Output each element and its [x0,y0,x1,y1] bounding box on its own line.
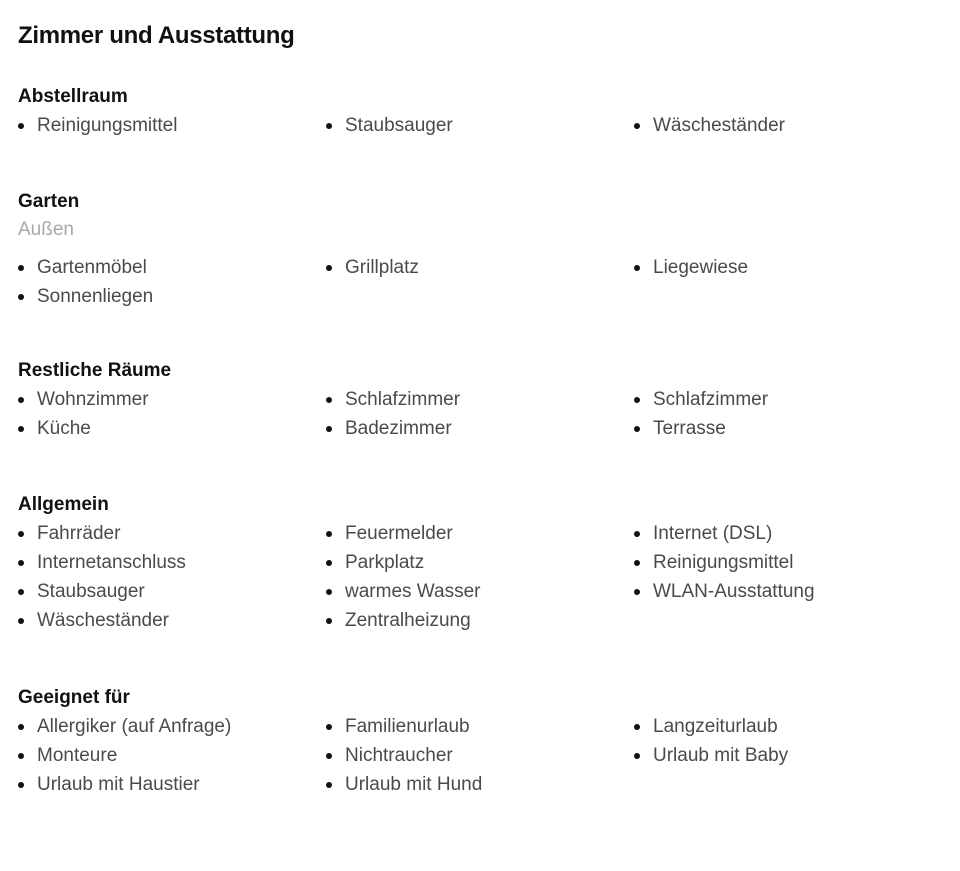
amenity-column [18,115,326,144]
section-garten [18,191,942,315]
page-title: Zimmer und Ausstattung [18,22,295,49]
amenity-item: Wohnzimmer [18,389,326,418]
amenity-item: Küche [18,418,326,447]
amenity-columns [18,716,942,803]
section-geeignet-fuer [18,687,942,803]
amenity-columns [18,257,942,315]
amenity-item: Monteure [18,745,326,774]
amenity-item: Urlaub mit Baby [634,745,942,774]
amenity-column [326,257,634,315]
amenity-column [18,257,326,315]
section-title: Garten [18,191,80,212]
amenity-column [18,716,326,803]
amenity-item: Familienurlaub [326,716,634,745]
amenity-item: Gartenmöbel [18,257,326,286]
amenity-item: Urlaub mit Hund [326,774,634,803]
section-title: Abstellraum [18,86,128,107]
section-allgemein [18,494,942,639]
amenity-item: Terrasse [634,418,942,447]
amenity-item: Nichtraucher [326,745,634,774]
amenity-item: Sonnenliegen [18,286,326,315]
section-subtitle: Außen [18,219,74,240]
amenity-item: Schlafzimmer [634,389,942,418]
amenity-item: Internetanschluss [18,552,326,581]
amenity-item: Langzeiturlaub [634,716,942,745]
amenity-column [634,716,942,803]
amenity-columns [18,115,942,144]
amenity-item: Staubsauger [326,115,634,144]
amenity-columns [18,523,942,639]
amenity-column [634,523,942,639]
amenity-item: Reinigungsmittel [634,552,942,581]
amenity-column [18,523,326,639]
amenity-column [634,115,942,144]
amenity-item: Wäscheständer [634,115,942,144]
section-title: Geeignet für [18,687,130,708]
amenity-item: WLAN-Ausstattung [634,581,942,610]
amenity-item: Staubsauger [18,581,326,610]
section-abstellraum [18,86,942,144]
amenity-column [634,257,942,315]
amenity-column [326,523,634,639]
section-restliche-raeume [18,360,942,447]
amenity-column [326,716,634,803]
amenity-item: warmes Wasser [326,581,634,610]
section-title: Restliche Räume [18,360,172,381]
amenity-item: Allergiker (auf Anfrage) [18,716,326,745]
section-title: Allgemein [18,494,109,515]
amenity-item: Reinigungsmittel [18,115,326,144]
amenity-columns [18,389,942,447]
amenity-item: Schlafzimmer [326,389,634,418]
amenity-item: Liegewiese [634,257,942,286]
amenity-column [326,389,634,447]
amenity-item: Wäscheständer [18,610,326,639]
amenity-column [326,115,634,144]
amenity-item: Feuermelder [326,523,634,552]
amenity-item: Grillplatz [326,257,634,286]
amenity-item: Fahrräder [18,523,326,552]
amenity-column [18,389,326,447]
amenity-item: Urlaub mit Haustier [18,774,326,803]
amenity-item: Zentralheizung [326,610,634,639]
amenity-column [634,389,942,447]
amenity-item: Parkplatz [326,552,634,581]
amenity-item: Internet (DSL) [634,523,942,552]
amenity-item: Badezimmer [326,418,634,447]
